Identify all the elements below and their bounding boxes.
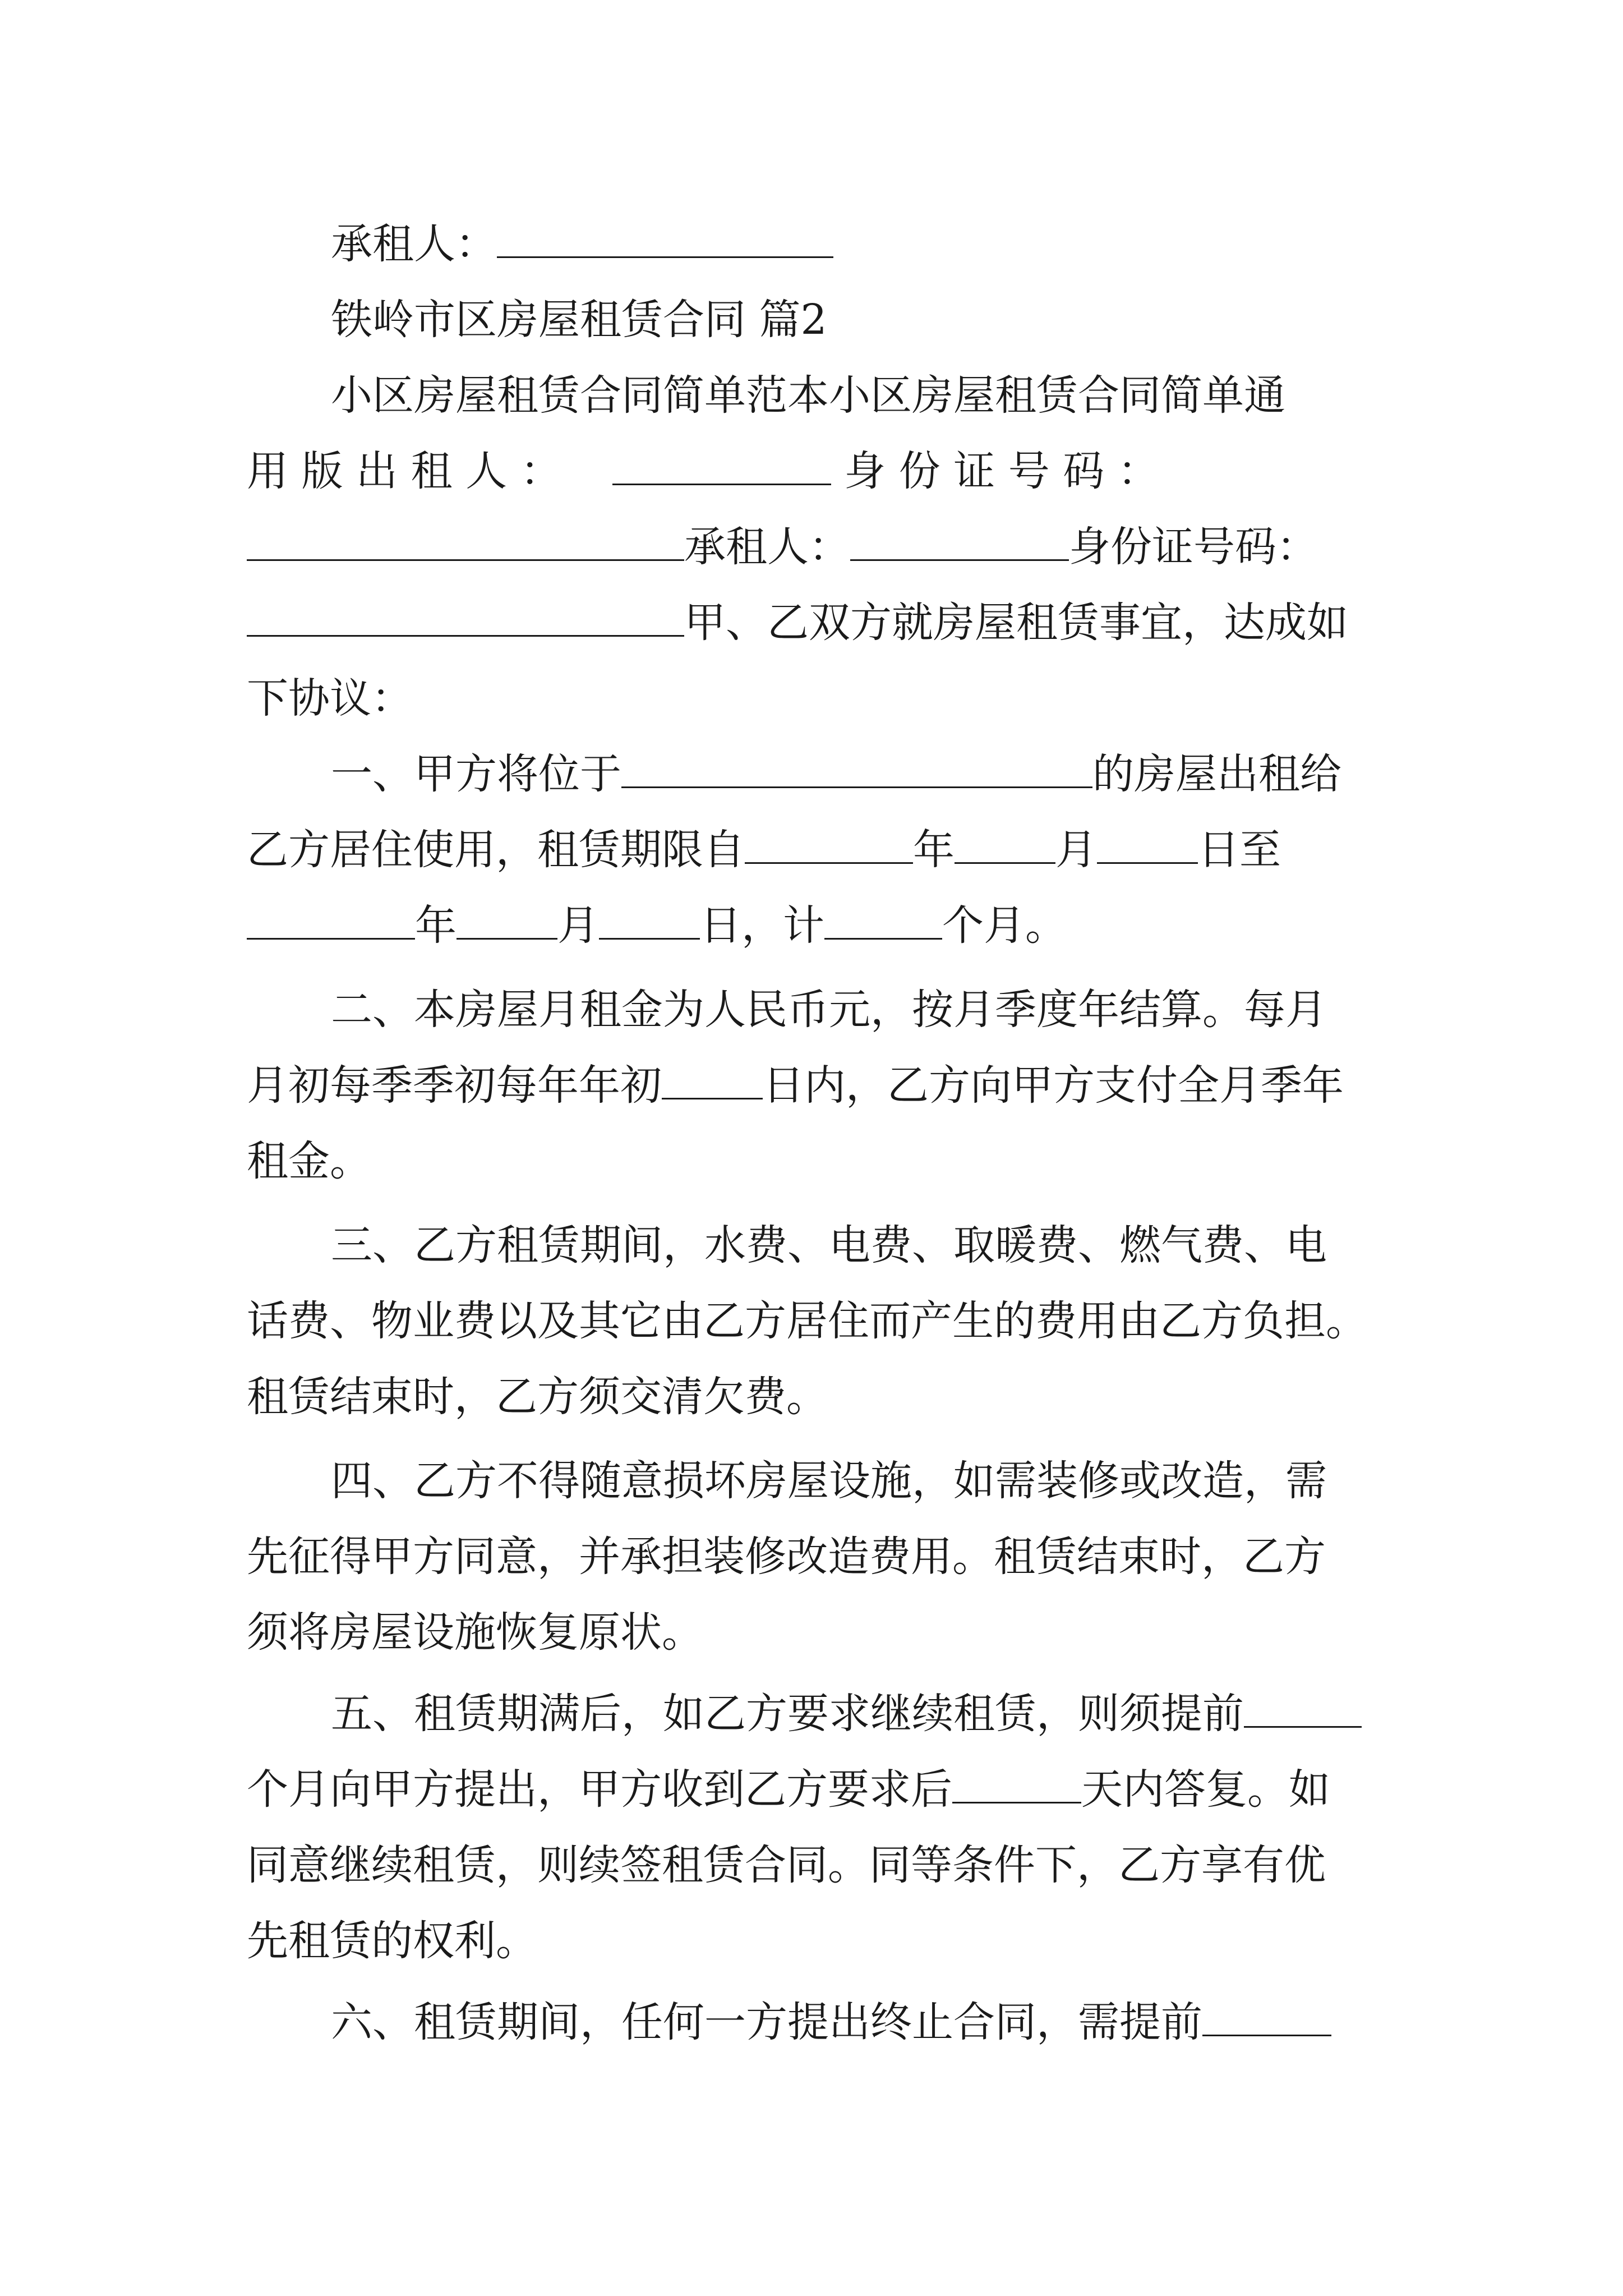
lessee-label: 承租人： xyxy=(684,523,850,571)
paragraph-text: 下协议： xyxy=(247,674,413,723)
id-number-label: 身 份 证 号 码 ： xyxy=(831,447,1159,495)
reply-days-blank[interactable] xyxy=(952,1763,1081,1803)
end-day-blank[interactable] xyxy=(599,899,700,940)
clause-3-text: 三、乙方租赁期间，水费、电费、取暖费、燃气费、电 xyxy=(331,1221,1327,1269)
paragraph-text: 话费、物业费以及其它由乙方居住而产生的费用由乙方负担。 xyxy=(247,1297,1367,1345)
clause-4-text: 四、乙方不得随意损坏房屋设施，如需装修或改造，需 xyxy=(331,1457,1327,1505)
signature-lessee-line xyxy=(247,216,1385,272)
paragraph-text: 个月向甲方提出，甲方收到乙方要求后 xyxy=(247,1765,952,1814)
year-label: 年 xyxy=(913,826,955,874)
paragraph-text: 个月。 xyxy=(942,901,1067,950)
id-number-label: 身份证号码： xyxy=(1069,523,1318,571)
end-month-blank[interactable] xyxy=(457,899,557,940)
paragraph-line xyxy=(247,1529,1385,1585)
paragraph-text: 的房屋出租给 xyxy=(1092,750,1341,798)
paragraph-text: 租赁结束时，乙方须交清欠费。 xyxy=(247,1373,828,1421)
lessor-name-blank[interactable] xyxy=(612,444,831,485)
paragraph-line xyxy=(247,443,1385,499)
paragraph-line xyxy=(247,1686,1385,1742)
paragraph-text: 须将房屋设施恢复原状。 xyxy=(247,1608,703,1657)
end-year-blank[interactable] xyxy=(247,899,415,940)
lessor-label: 用 版 出 租 人 ： xyxy=(247,447,562,495)
paragraph-line xyxy=(247,1293,1385,1349)
paragraph-text: 同意继续租赁，则续签租赁合同。同等条件下，乙方享有优 xyxy=(247,1841,1326,1889)
month-label: 月 xyxy=(557,901,599,950)
start-day-blank[interactable] xyxy=(1097,823,1198,864)
clause-1-text: 一、甲方将位于 xyxy=(331,750,621,798)
lessee-label: 承租人： xyxy=(331,220,497,268)
paragraph-line xyxy=(247,1217,1385,1273)
paragraph-line xyxy=(247,1133,1385,1189)
paragraph-text: 先征得甲方同意，并承担装修改造费用。租赁结束时，乙方 xyxy=(247,1533,1326,1581)
paragraph-line xyxy=(247,898,1385,954)
year-label: 年 xyxy=(415,901,457,950)
paragraph-line xyxy=(247,746,1385,802)
paragraph-line xyxy=(247,519,1385,575)
clause-5-text: 五、租赁期满后，如乙方要求继续租赁，则须提前 xyxy=(331,1690,1244,1738)
section-title-text: 铁岭市区房屋租赁合同 篇2 xyxy=(331,296,827,344)
property-address-blank[interactable] xyxy=(621,747,1092,788)
total-months-blank[interactable] xyxy=(824,899,942,940)
paragraph-line xyxy=(247,1057,1385,1114)
section-title xyxy=(247,292,1385,348)
paragraph-line xyxy=(247,982,1385,1038)
paragraph-text: 日，计 xyxy=(700,901,824,950)
paragraph-text: 小区房屋租赁合同简单范本小区房屋租赁合同简单通 xyxy=(331,371,1285,420)
paragraph-text: 先租赁的权利。 xyxy=(247,1917,537,1965)
start-year-blank[interactable] xyxy=(745,823,913,864)
lessee-name-blank[interactable] xyxy=(850,520,1069,561)
paragraph-line xyxy=(247,595,1385,651)
month-label: 月 xyxy=(1055,826,1097,874)
lessor-id-blank[interactable] xyxy=(247,520,684,561)
paragraph-text: 月初每季季初每年年初 xyxy=(247,1061,662,1110)
paragraph-line xyxy=(247,1994,1385,2050)
paragraph-text: 日内，乙方向甲方支付全月季年 xyxy=(763,1061,1344,1110)
lessee-signature-blank[interactable] xyxy=(497,217,833,258)
paragraph-line xyxy=(247,1369,1385,1425)
payment-days-blank[interactable] xyxy=(662,1059,763,1099)
paragraph-line xyxy=(247,1913,1385,1969)
clause-6-text: 六、租赁期间，任何一方提出终止合同，需提前 xyxy=(331,1998,1202,2046)
paragraph-line xyxy=(247,1604,1385,1660)
paragraph-line xyxy=(247,1453,1385,1509)
paragraph-line xyxy=(247,1761,1385,1818)
paragraph-text: 甲、乙双方就房屋租赁事宜，达成如 xyxy=(684,599,1348,647)
renewal-notice-months-blank[interactable] xyxy=(1244,1687,1362,1728)
lessee-id-blank[interactable] xyxy=(247,596,684,637)
paragraph-line xyxy=(247,367,1385,424)
paragraph-text: 天内答复。如 xyxy=(1081,1765,1330,1814)
paragraph-text: 租金。 xyxy=(247,1137,371,1185)
paragraph-line xyxy=(247,670,1385,726)
clause-2-text: 二、本房屋月租金为人民币元，按月季度年结算。每月 xyxy=(331,986,1327,1034)
paragraph-text: 乙方居住使用，租赁期限自 xyxy=(247,826,745,874)
paragraph-text: 日至 xyxy=(1198,826,1281,874)
start-month-blank[interactable] xyxy=(955,823,1055,864)
termination-notice-blank[interactable] xyxy=(1202,1995,1331,2036)
paragraph-line xyxy=(247,1837,1385,1893)
paragraph-line xyxy=(247,822,1385,878)
